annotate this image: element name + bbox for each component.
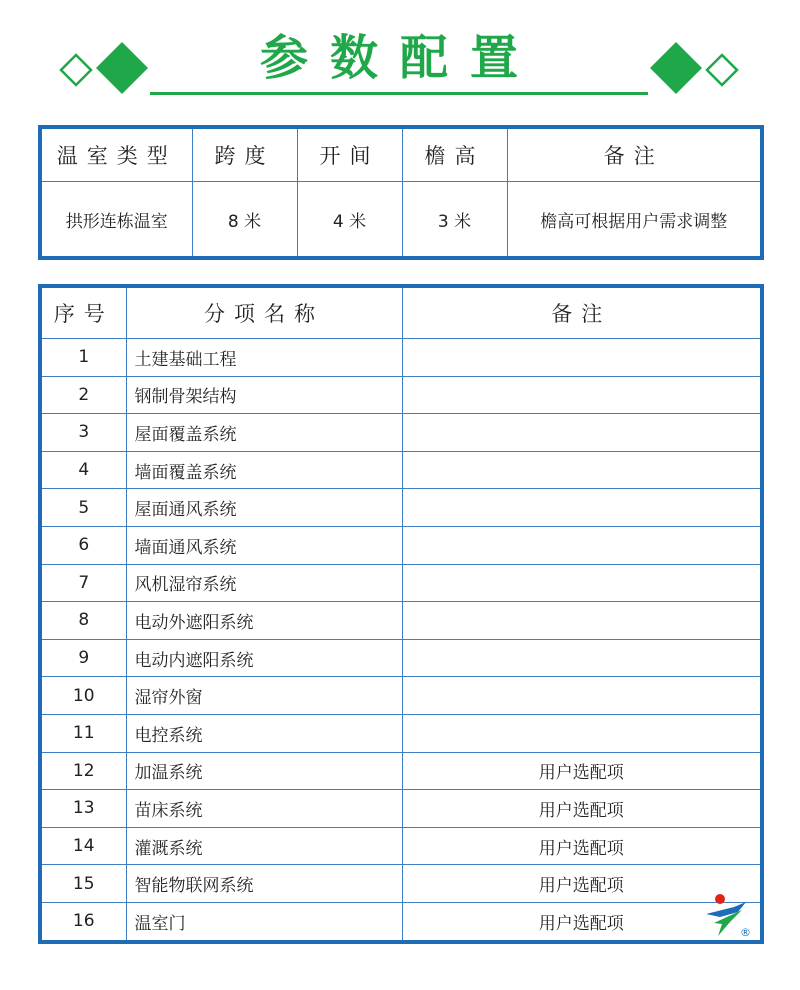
spec-header-row: [40, 127, 762, 182]
row-remark: [402, 376, 762, 414]
value-bay: 4 米: [297, 182, 402, 259]
value-remarks: 檐高可根据用户需求调整: [507, 182, 762, 259]
row-remark: [402, 489, 762, 527]
row-number: 6: [40, 526, 126, 564]
row-remark: 用户选配项: [402, 752, 762, 790]
table-row: [40, 526, 762, 564]
row-number: 10: [40, 677, 126, 715]
row-number: 2: [40, 376, 126, 414]
row-remark: 用户选配项: [402, 902, 762, 941]
table-row: [40, 865, 762, 903]
row-number: 12: [40, 752, 126, 790]
table-row: [40, 639, 762, 677]
row-number: 13: [40, 790, 126, 828]
row-remark: [402, 602, 762, 640]
row-remark: [402, 451, 762, 489]
table-row: [40, 339, 762, 377]
table-row: [40, 414, 762, 452]
row-item-name: 电动内遮阳系统: [126, 639, 402, 677]
table-row: [40, 376, 762, 414]
row-item-name: 电控系统: [126, 714, 402, 752]
table-row: [40, 714, 762, 752]
row-number: 3: [40, 414, 126, 452]
row-item-name: 电动外遮阳系统: [126, 602, 402, 640]
row-item-name: 屋面通风系统: [126, 489, 402, 527]
items-table: [38, 284, 764, 944]
table-row: [40, 902, 762, 941]
row-remark: [402, 526, 762, 564]
row-number: 11: [40, 714, 126, 752]
value-span: 8 米: [192, 182, 297, 259]
row-item-name: 灌溉系统: [126, 827, 402, 865]
row-remark: [402, 639, 762, 677]
table-row: [40, 602, 762, 640]
row-item-name: 苗床系统: [126, 790, 402, 828]
registered-mark: ®: [740, 926, 751, 939]
header-eave-height: 檐高: [402, 127, 507, 182]
table-row: [40, 752, 762, 790]
row-number: 4: [40, 451, 126, 489]
header-bay: 开间: [297, 127, 402, 182]
row-item-name: 湿帘外窗: [126, 677, 402, 715]
header-greenhouse-type: 温室类型: [40, 127, 192, 182]
header-number: 序号: [40, 286, 126, 339]
header-remarks: 备注: [507, 127, 762, 182]
table-row: [40, 790, 762, 828]
table-row: [40, 827, 762, 865]
row-remark: [402, 564, 762, 602]
row-number: 8: [40, 602, 126, 640]
header-span: 跨度: [192, 127, 297, 182]
value-greenhouse-type: 拱形连栋温室: [40, 182, 192, 259]
page-title: 参数配置: [259, 30, 540, 86]
row-number: 14: [40, 827, 126, 865]
row-remark: 用户选配项: [402, 790, 762, 828]
row-remark: [402, 677, 762, 715]
row-remark: [402, 339, 762, 377]
row-remark: 用户选配项: [402, 865, 762, 903]
header-item-remarks: 备注: [402, 286, 762, 339]
row-number: 9: [40, 639, 126, 677]
company-logo-icon: [704, 892, 752, 940]
row-item-name: 钢制骨架结构: [126, 376, 402, 414]
row-item-name: 墙面通风系统: [126, 526, 402, 564]
row-remark: [402, 714, 762, 752]
table-row: [40, 489, 762, 527]
diamond-decoration-right-icon: [650, 38, 740, 98]
row-number: 7: [40, 564, 126, 602]
table-row: [40, 677, 762, 715]
title-underline: [150, 92, 648, 95]
spec-value-row: [40, 182, 762, 259]
row-item-name: 屋面覆盖系统: [126, 414, 402, 452]
row-item-name: 加温系统: [126, 752, 402, 790]
value-eave-height: 3 米: [402, 182, 507, 259]
row-number: 1: [40, 339, 126, 377]
row-item-name: 土建基础工程: [126, 339, 402, 377]
header-item-name: 分项名称: [126, 286, 402, 339]
row-remark: [402, 414, 762, 452]
row-item-name: 风机湿帘系统: [126, 564, 402, 602]
spec-table: [38, 125, 764, 260]
row-item-name: 温室门: [126, 902, 402, 941]
row-number: 15: [40, 865, 126, 903]
row-number: 5: [40, 489, 126, 527]
row-item-name: 智能物联网系统: [126, 865, 402, 903]
table-row: [40, 564, 762, 602]
row-number: 16: [40, 902, 126, 941]
items-header-row: [40, 286, 762, 339]
table-row: [40, 451, 762, 489]
row-item-name: 墙面覆盖系统: [126, 451, 402, 489]
row-remark: 用户选配项: [402, 827, 762, 865]
